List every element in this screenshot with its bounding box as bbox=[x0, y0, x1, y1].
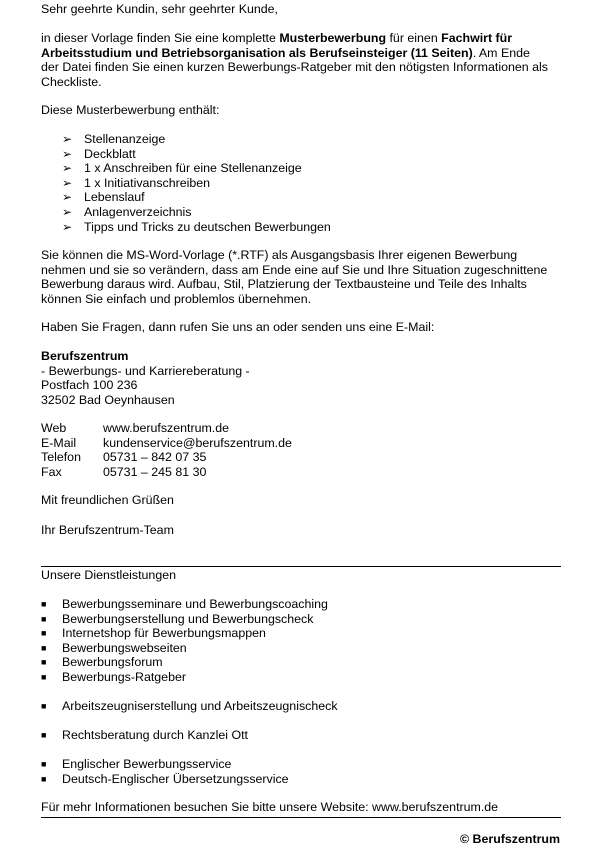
list-item: ➢ 1 x Initiativanschreiben bbox=[62, 175, 211, 190]
list-item: ■ Bewerbungsseminare und Bewerbungscoaching bbox=[41, 597, 328, 611]
list-item: ■ Bewerbungs-Ratgeber bbox=[41, 670, 186, 684]
questions-text: Haben Sie Fragen, dann rufen Sie uns an oder senden uns eine E-Mail: bbox=[41, 320, 435, 334]
list-item: ➢ Deckblatt bbox=[62, 146, 136, 161]
divider bbox=[41, 817, 561, 818]
company-subtitle: - Bewerbungs- und Karriereberatung - bbox=[41, 363, 250, 378]
services-heading: Unsere Dienstleistungen bbox=[41, 568, 176, 582]
square-bullet-icon: ■ bbox=[41, 672, 47, 682]
list-item: ➢ 1 x Anschreiben für eine Stellenanzeige bbox=[62, 161, 302, 176]
intro-line-2: Arbeitsstudium und Betriebsorganisation als Berufseinsteiger (11 Seiten). Am Ende bbox=[41, 45, 530, 60]
square-bullet-icon: ■ bbox=[41, 730, 47, 740]
contact-fax: Fax 05731 – 245 81 30 bbox=[41, 464, 207, 479]
contact-phone: Telefon 05731 – 842 07 35 bbox=[41, 450, 207, 465]
square-bullet-icon: ■ bbox=[41, 642, 47, 653]
arrow-bullet-icon: ➢ bbox=[62, 161, 73, 176]
square-bullet-icon: ■ bbox=[41, 773, 47, 784]
list-item: ■ Englischer Bewerbungsservice bbox=[41, 757, 232, 771]
list-item: ■ Bewerbungserstellung und Bewerbungscheck bbox=[41, 611, 314, 626]
arrow-bullet-icon: ➢ bbox=[62, 175, 73, 190]
square-bullet-icon: ■ bbox=[41, 701, 47, 711]
address-city: 32502 Bad Oeynhausen bbox=[41, 392, 175, 407]
square-bullet-icon: ■ bbox=[41, 759, 47, 769]
address-street: Postfach 100 236 bbox=[41, 378, 138, 393]
list-item: ➢ Lebenslauf bbox=[62, 190, 145, 205]
word-paragraph-line: können Sie einfach und problemlos übernehmen. bbox=[41, 291, 312, 306]
intro-line-4: Checkliste. bbox=[41, 74, 102, 89]
list-item: ■ Deutsch-Englischer Übersetzungsservice bbox=[41, 771, 289, 786]
divider bbox=[41, 566, 561, 567]
list-item: ■ Bewerbungsforum bbox=[41, 655, 163, 670]
list-item: ■ Arbeitszeugniserstellung und Arbeitszeugnischeck bbox=[41, 699, 338, 713]
arrow-bullet-icon: ➢ bbox=[62, 132, 73, 146]
list-item: ➢ Tipps und Tricks zu deutschen Bewerbungen bbox=[62, 219, 331, 234]
word-paragraph-line: Sie können die MS-Word-Vorlage (*.RTF) als Ausgangsbasis Ihrer eigenen Bewerbung bbox=[41, 248, 518, 262]
square-bullet-icon: ■ bbox=[41, 657, 47, 668]
list-item: ➢ Anlagenverzeichnis bbox=[62, 205, 192, 219]
word-paragraph-line: Bewerbung daraus wird. Aufbau, Stil, Platzierung der Textbausteine und Teile des Inhalts bbox=[41, 277, 527, 292]
list-item: ➢ Stellenanzeige bbox=[62, 132, 166, 146]
contact-email: E-Mail kundenservice@berufszentrum.de bbox=[41, 435, 292, 450]
list-item: ■ Bewerbungswebseiten bbox=[41, 640, 187, 655]
square-bullet-icon: ■ bbox=[41, 599, 47, 609]
closing: Mit freundlichen Grüßen bbox=[41, 493, 174, 507]
email-link[interactable]: kundenservice@berufszentrum.de bbox=[103, 435, 292, 450]
contents-heading: Diese Musterbewerbung enthält: bbox=[41, 103, 220, 117]
salutation: Sehr geehrte Kundin, sehr geehrter Kunde, bbox=[41, 2, 278, 16]
web-link[interactable]: www.berufszentrum.de bbox=[103, 421, 230, 435]
company-name: Berufszentrum bbox=[41, 349, 129, 363]
contact-web: Web www.berufszentrum.de bbox=[41, 421, 230, 435]
footer-info: Für mehr Informationen besuchen Sie bitte unsere Website: www.berufszentrum.de bbox=[41, 800, 499, 814]
arrow-bullet-icon: ➢ bbox=[62, 219, 73, 234]
square-bullet-icon: ■ bbox=[41, 628, 47, 639]
word-paragraph-line: nehmen und sie so verändern, dass am Ende eine auf Sie und Ihre Situation zugeschnittene bbox=[41, 262, 548, 277]
intro-line-1: in dieser Vorlage finden Sie eine komplette Musterbewerbung für einen Fachwirt für bbox=[41, 31, 513, 45]
arrow-bullet-icon: ➢ bbox=[62, 205, 73, 219]
list-item: ■ Internetshop für Bewerbungsmappen bbox=[41, 626, 266, 641]
copyright: © Berufszentrum bbox=[459, 832, 560, 846]
intro-line-3: der Datei finden Sie einen kurzen Bewerbungs-Ratgeber mit den nötigsten Informationen als bbox=[41, 60, 548, 75]
list-item: ■ Rechtsberatung durch Kanzlei Ott bbox=[41, 728, 248, 742]
signature: Ihr Berufszentrum-Team bbox=[41, 523, 174, 537]
square-bullet-icon: ■ bbox=[41, 613, 47, 624]
arrow-bullet-icon: ➢ bbox=[62, 190, 73, 205]
arrow-bullet-icon: ➢ bbox=[62, 146, 73, 161]
